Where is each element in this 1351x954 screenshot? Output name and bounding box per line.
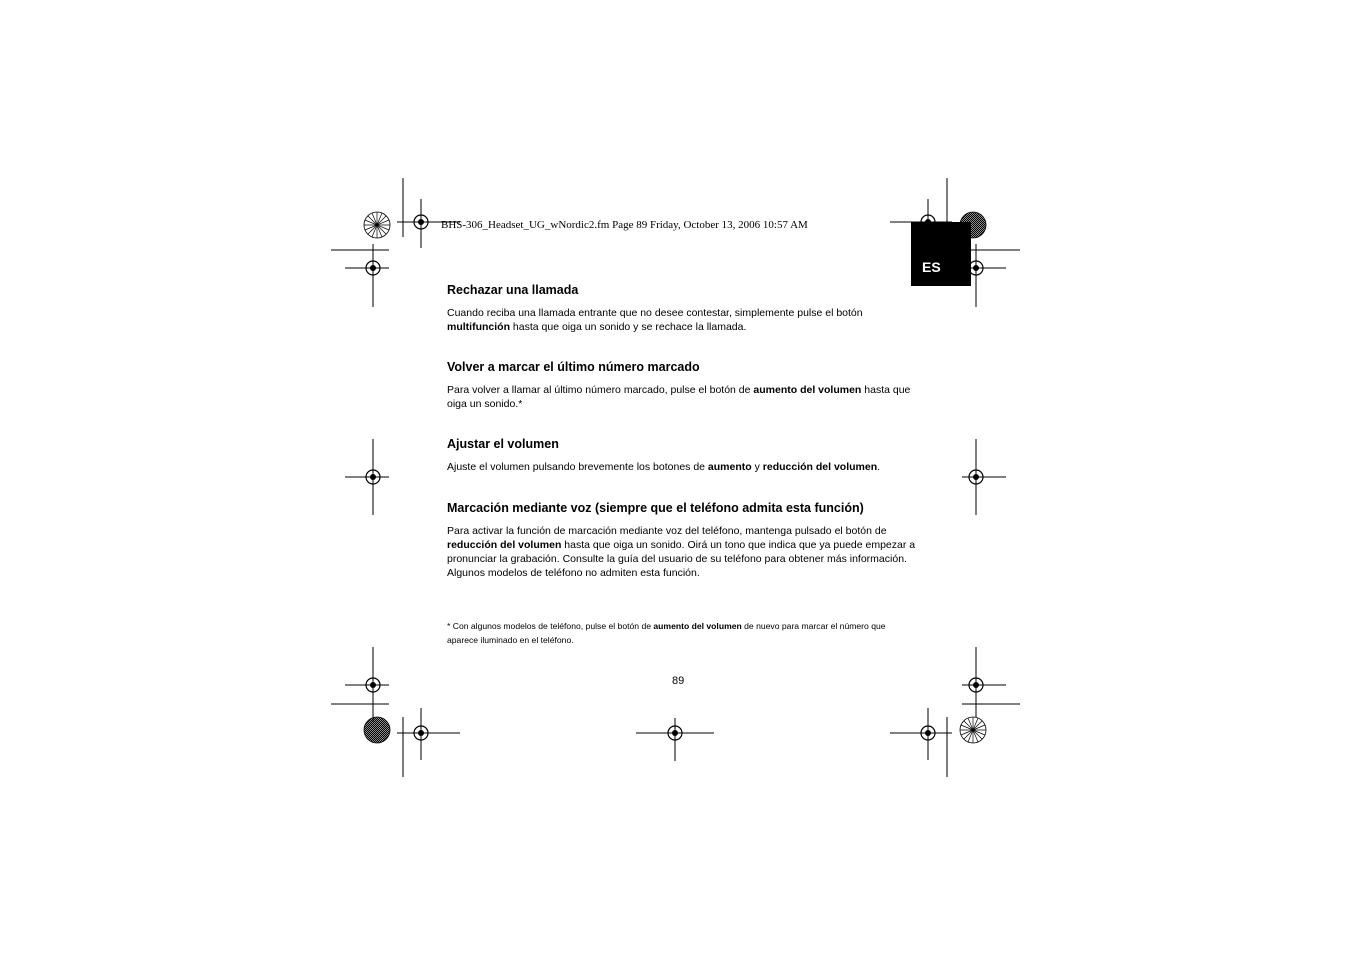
registration-target-icon [362,466,384,488]
registration-target-icon [362,674,384,696]
section-heading: Volver a marcar el último número marcado [447,360,700,374]
section-body: Ajuste el volumen pulsando brevemente los botones de aumento y reducción del volumen. [447,461,881,473]
registration-target-icon [965,466,987,488]
registration-target-icon [362,257,384,279]
section-heading: Rechazar una llamada [447,283,579,297]
print-header: BHS-306_Headset_UG_wNordic2.fm Page 89 Friday, October 13, 2006 10:57 AM [441,219,808,231]
section-heading: Marcación mediante voz (siempre que el teléfono admita esta función) [447,501,864,515]
registration-target-icon [965,674,987,696]
starburst-disc-icon [364,212,390,238]
starburst-disc-icon [960,717,986,743]
registration-target-icon [410,211,432,233]
registration-target-icon [664,722,686,744]
page-number: 89 [672,675,685,687]
section-body: Para activar la función de marcación mediante voz del teléfono, mantenga pulsado el botón de reducción del volumen hasta que oiga un sonido. Oirá un tono que indica que ya puede empezar a pronunciar la grabación. Consulte la guía del usuario de su teléfono para obtener más información. Algunos modelos de teléfono no admiten esta función. [447,525,916,579]
section-body: Cuando reciba una llamada entrante que no desee contestar, simplemente pulse el botón multifunción hasta que oiga un sonido y se rechace la llamada. [447,307,863,333]
section-body: Para volver a llamar al último número marcado, pulse el botón de aumento del volumen hasta que oiga un sonido.* [447,384,911,410]
registration-target-icon [917,722,939,744]
section-heading: Ajustar el volumen [447,437,559,451]
registration-target-icon [410,722,432,744]
footnote: * Con algunos modelos de teléfono, pulse el botón de aumento del volumen de nuevo para marcar el número que aparece iluminado en el teléfono. [447,621,886,645]
starburst-disc-icon [364,717,390,743]
language-tab: ES [911,222,971,286]
